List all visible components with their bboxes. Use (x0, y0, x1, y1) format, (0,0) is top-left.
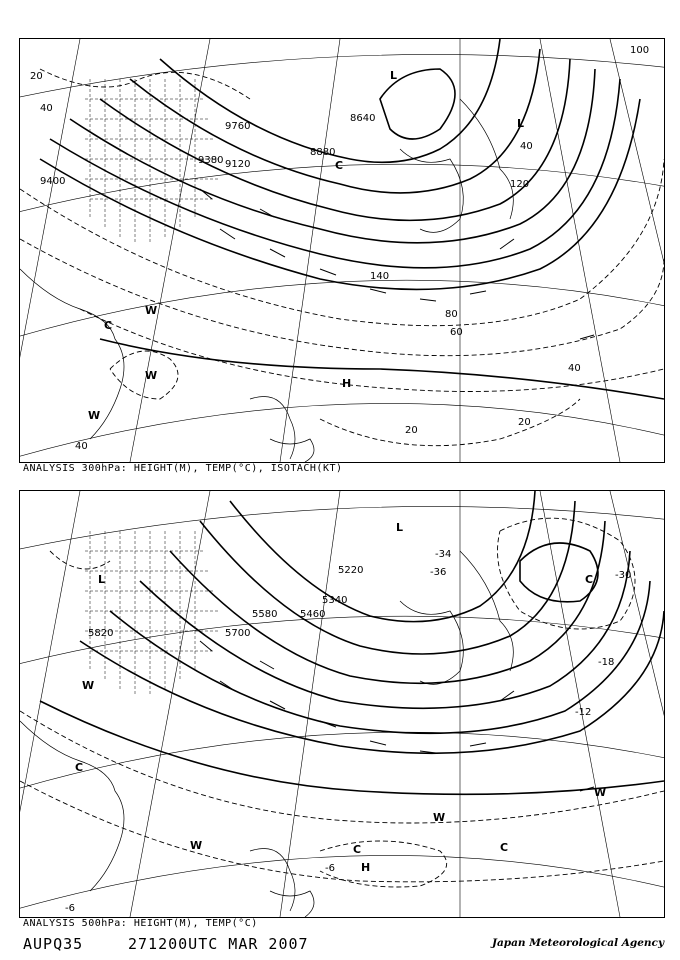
isotach-label: 20 (518, 417, 531, 428)
isotach-label: 60 (450, 327, 463, 338)
warm-marker: W (145, 369, 158, 382)
temp-label: -12 (575, 707, 592, 718)
height-label-8640: 8640 (350, 113, 376, 124)
height-contours (40, 491, 664, 794)
isotach-label: 140 (370, 271, 390, 282)
map-300hpa-canvas (20, 39, 664, 462)
temp-label: -30 (615, 570, 632, 581)
cold-marker: C (75, 761, 84, 774)
warm-marker: W (145, 304, 158, 317)
warm-marker: W (82, 679, 95, 692)
warm-marker: W (594, 786, 607, 799)
cold-marker: C (335, 159, 344, 172)
chart-id: AUPQ35 (23, 935, 84, 953)
isotach-label: 40 (520, 141, 533, 152)
low-center: L (390, 69, 398, 82)
valid-time: 271200UTC MAR 2007 (128, 935, 309, 953)
low-center: L (98, 573, 106, 586)
isotach-label: 80 (445, 309, 458, 320)
height-contours (40, 39, 664, 399)
isotach-label: 40 (568, 363, 581, 374)
high-center: H (361, 861, 371, 874)
agency-credit: Japan Meteorological Agency (492, 937, 665, 949)
height-label-9760: 9760 (225, 121, 251, 132)
isotach-label: 120 (510, 179, 530, 190)
height-label-5340: 5340 (322, 595, 348, 606)
cold-marker: C (104, 319, 113, 332)
height-label-5580: 5580 (252, 609, 278, 620)
height-label-9380: 9380 (198, 155, 224, 166)
isotach-label: 40 (75, 441, 88, 452)
label-20: 20 (30, 71, 43, 82)
height-label-9400: 9400 (40, 176, 66, 187)
isotach-label: 20 (405, 425, 418, 436)
temp-label: -18 (598, 657, 615, 668)
isotach-label: 100 (630, 45, 650, 56)
cold-marker: C (353, 843, 362, 856)
height-label-5820: 5820 (88, 628, 114, 639)
low-center: L (517, 117, 525, 130)
terrain-hatch (85, 531, 220, 696)
wind-barbs (200, 641, 594, 791)
caption-300hpa: ANALYSIS 300hPa: HEIGHT(M), TEMP(°C), ISOTACH(KT) (23, 463, 343, 474)
caption-500hpa: ANALYSIS 500hPa: HEIGHT(M), TEMP(°C) (23, 918, 258, 929)
label-40: 40 (40, 103, 53, 114)
height-label-5220: 5220 (338, 565, 364, 576)
warm-marker: W (88, 409, 101, 422)
warm-marker: W (433, 811, 446, 824)
temp-label: -34 (435, 549, 452, 560)
height-label-8880: 8880 (310, 147, 336, 158)
temp-label: -36 (430, 567, 447, 578)
map-500hpa (19, 490, 665, 918)
coastline (20, 551, 513, 917)
height-label-9120: 9120 (225, 159, 251, 170)
low-center: L (396, 521, 404, 534)
cold-marker: C (585, 573, 594, 586)
map-300hpa (19, 38, 665, 463)
height-label-5700: 5700 (225, 628, 251, 639)
map-500hpa-canvas (20, 491, 664, 917)
height-label-5460: 5460 (300, 609, 326, 620)
temp-label: -6 (325, 863, 335, 874)
warm-marker: W (190, 839, 203, 852)
cold-marker: C (500, 841, 509, 854)
high-center: H (342, 377, 352, 390)
temp-label: -6 (65, 903, 75, 914)
